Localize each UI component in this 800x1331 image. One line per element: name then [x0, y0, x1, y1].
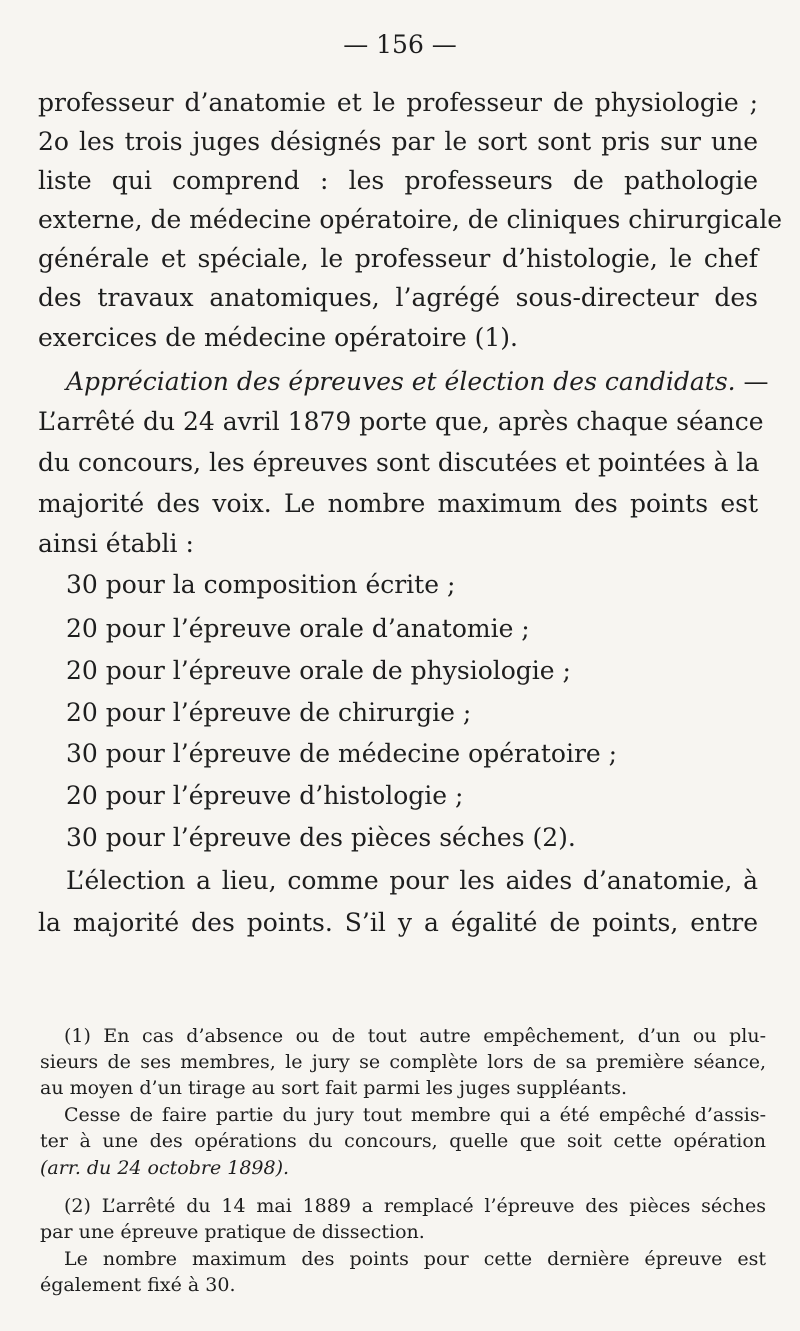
footnote-citation: (arr. du 24 octobre 1898). [40, 1157, 290, 1179]
points-item: 30 pour l’épreuve des pièces séches (2). [66, 823, 576, 852]
body-line: liste qui comprend : les professeurs de pathologie [38, 166, 758, 195]
body-line: exercices de médecine opératoire (1). [38, 323, 518, 352]
body-line: 2o les trois juges désignés par le sort sont pris sur une [38, 127, 758, 156]
body-line: générale et spéciale, le professeur d’histologie, le chef [38, 244, 758, 273]
footnote-line: également fixé à 30. [40, 1274, 236, 1296]
body-line: professeur d’anatomie et le professeur de physiologie ; [38, 88, 758, 117]
footnote-line: (2) L’arrêté du 14 mai 1889 a remplacé l’épreuve des pièces séches [64, 1195, 766, 1217]
body-line: externe, de médecine opératoire, de cliniques chirurgicale [38, 205, 783, 234]
body-line: L’élection a lieu, comme pour les aides d’anatomie, à [66, 866, 758, 895]
footnote-line [40, 1155, 766, 1181]
body-line: majorité des voix. Le nombre maximum des points est [38, 489, 758, 518]
body-line: du concours, les épreuves sont discutées et pointées à la [38, 448, 760, 477]
points-item: 20 pour l’épreuve orale d’anatomie ; [66, 614, 530, 643]
footnote-line: Cesse de faire partie du jury tout membre qui a été empêché d’assis- [64, 1104, 766, 1126]
body-line: ainsi établi : [38, 529, 194, 558]
page-number: — 156 — [343, 30, 457, 59]
footnote-line: sieurs de ses membres, le jury se complète lors de sa première séance, [40, 1051, 766, 1073]
footnote-line: Le nombre maximum des points pour cette dernière épreuve est [64, 1248, 766, 1270]
points-item: 20 pour l’épreuve orale de physiologie ; [66, 656, 571, 685]
body-line: des travaux anatomiques, l’agrégé sous-directeur des [38, 283, 758, 312]
em-dash: — [735, 367, 769, 396]
points-item: 30 pour l’épreuve de médecine opératoire ; [66, 739, 618, 768]
body-line: L’arrêté du 24 avril 1879 porte que, après chaque séance [38, 407, 764, 436]
points-item: 30 pour la composition écrite ; [66, 570, 456, 599]
points-item: 20 pour l’épreuve de chirurgie ; [66, 698, 472, 727]
footnote-line: ter à une des opérations du concours, quelle que soit cette opération [40, 1130, 766, 1152]
footnote-line: au moyen d’un tirage au sort fait parmi les juges suppléants. [40, 1077, 628, 1099]
body-line: la majorité des points. S’il y a égalité de points, entre [38, 908, 758, 937]
section-heading: Appréciation des épreuves et élection des candidats. [66, 367, 736, 396]
points-item: 20 pour l’épreuve d’histologie ; [66, 781, 464, 810]
section-heading-line [66, 365, 769, 399]
footnote-line: (1) En cas d’absence ou de tout autre empêchement, d’un ou plu- [64, 1025, 766, 1047]
footnote-line: par une épreuve pratique de dissection. [40, 1221, 425, 1243]
